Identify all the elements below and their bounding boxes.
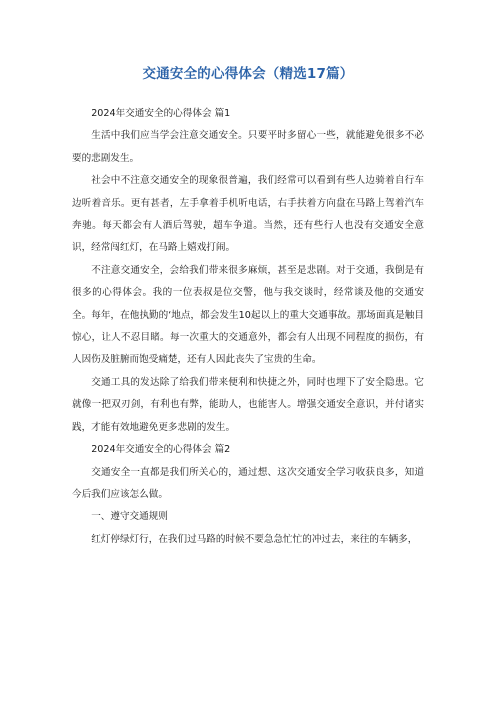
- paragraph: 不注意交通安全，会给我们带来很多麻烦，甚至是悲剧。对于交通，我倒是有很多的心得体会。我的一位表叔是位交警，他与我交谈时，经常谈及他的交通安全。每年，在他执勤的‘地点，都会发生10起以上的重大交通事故。那场面真是触目惊心，让人不忍目睹。每一次重大的交通意外，都会有人出现不同程度的损伤，有人因伤及脏腑而饱受痛楚，还有人因此丧失了宝贵的生命。: [72, 264, 424, 366]
- section-heading: 2024年交通安全的心得体会 篇2: [91, 444, 231, 456]
- page-title: 交通安全的心得体会（精选17篇）: [142, 66, 354, 82]
- paragraph: 红灯停绿灯行，在我们过马路的时候不要急急忙忙的冲过去，来往的车辆多，: [91, 533, 418, 545]
- list-heading: 一、遵守交通规则: [91, 511, 168, 523]
- paragraph: 交通工具的发达除了给我们带来便利和快捷之外，同时也埋下了安全隐患。它就像一把双刃剑，有利也有弊，能助人，也能害人。增强交通安全意识，并付诸实践，才能有效地避免更多悲剧的发生。: [72, 376, 424, 433]
- section-heading: 2024年交通安全的心得体会 篇1: [91, 108, 231, 119]
- paragraph: 交通安全一直都是我们所关心的，通过想、这次交通安全学习收获良多，知道今后我们应该怎么做。: [72, 466, 424, 500]
- document-body: [72, 103, 424, 551]
- paragraph: 社会中不注意交通安全的现象很普遍，我们经常可以看到有些人边骑着自行车边听着音乐。更有甚者，左手拿着手机听电话，右手扶着方向盘在马路上驾着汽车奔驰。每天都会有人酒后驾驶，超车争道。当然，还有些行人也没有交通安全意识，经常闯红灯，在马路上嬉戏打闹。: [72, 175, 424, 254]
- paragraph: 生活中我们应当学会注意交通安全。只要平时多留心一些，就能避免很多不必要的悲剧发生。: [72, 130, 424, 164]
